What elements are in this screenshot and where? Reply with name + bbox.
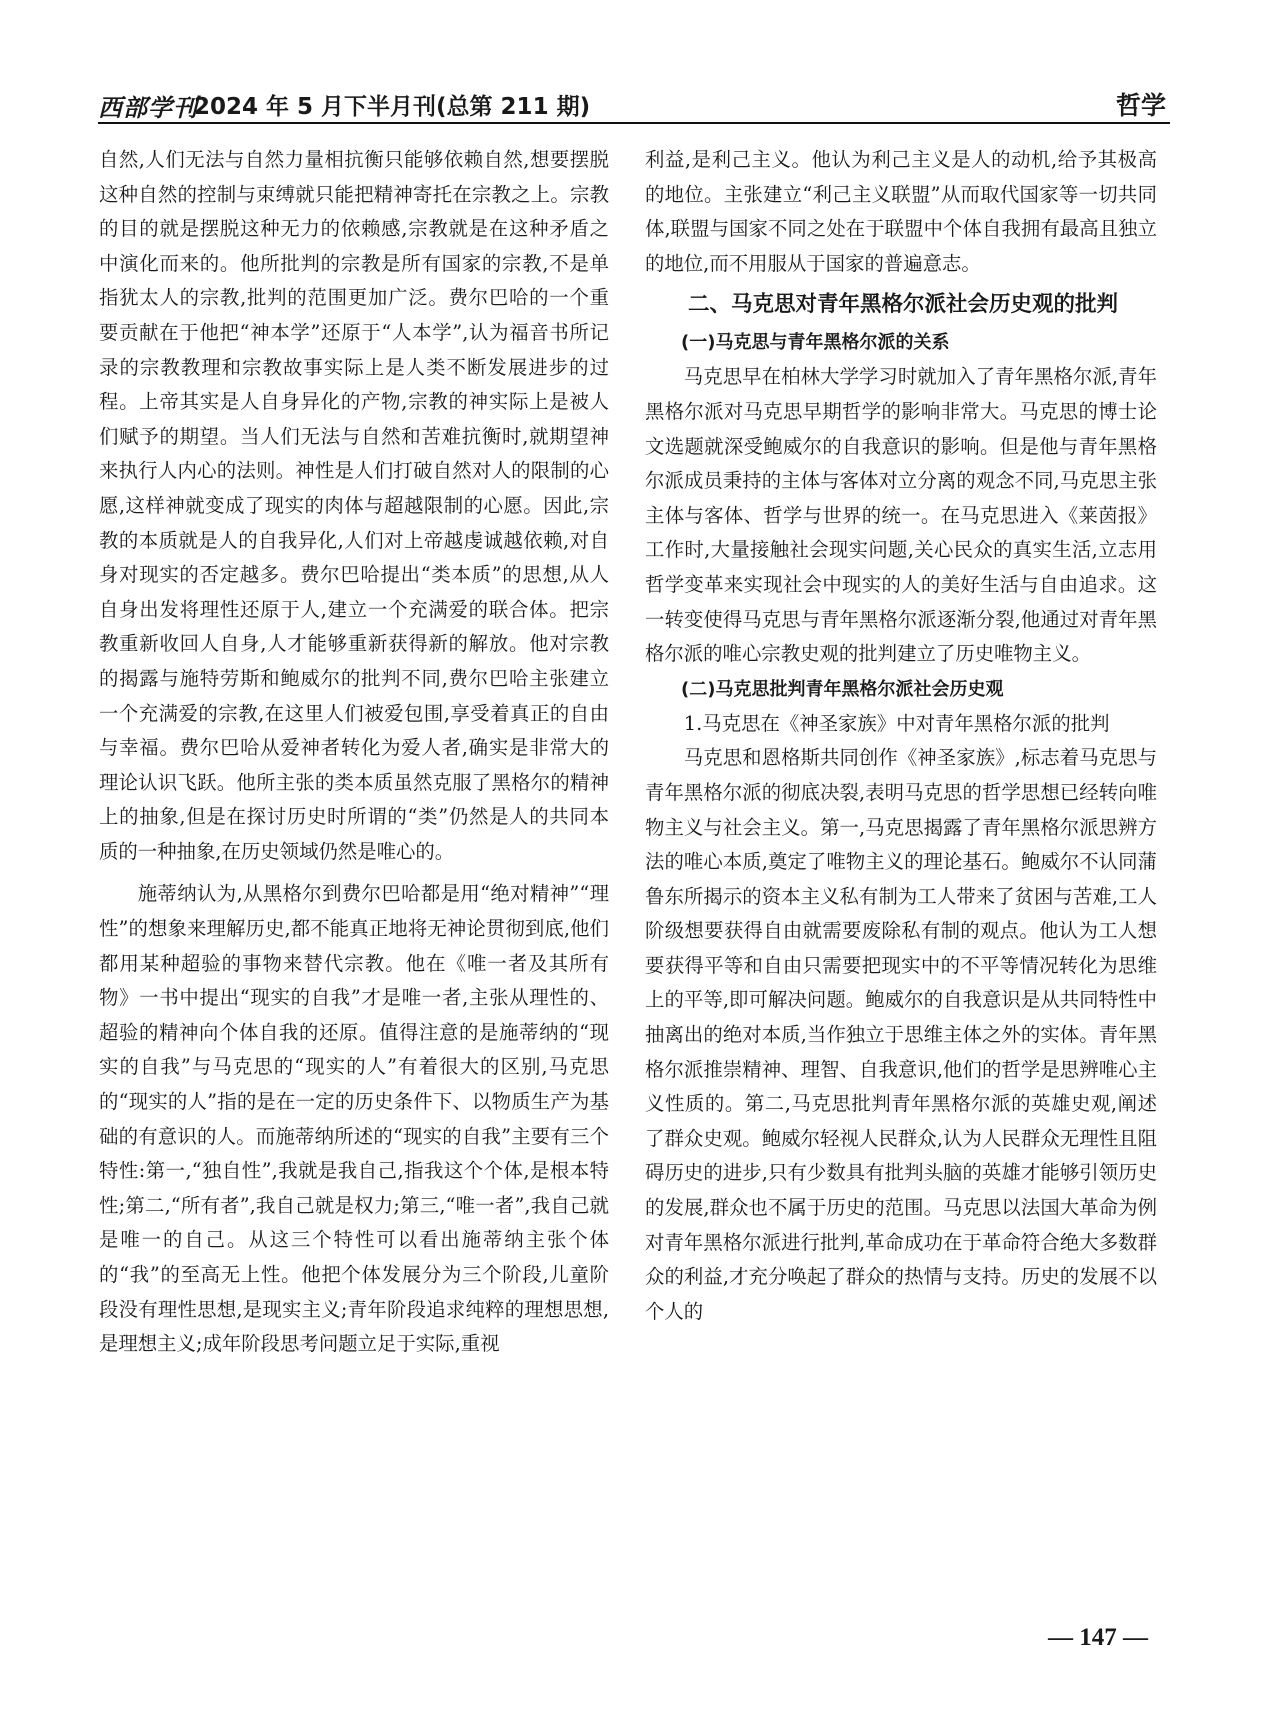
header-rule <box>98 122 1170 124</box>
issue-info: 2024 年 5 月下半月刊(总第 211 期) <box>194 94 591 120</box>
right-column <box>645 143 1157 1329</box>
page-header <box>98 84 1170 124</box>
paragraph: 利益,是利己主义。他认为利己主义是人的动机,给予其极高的地位。主张建立“利己主义联盟”从而取代国家等一切共同体,联盟与国家不同之处在于联盟中个体自我拥有最高且独立的地位,而不用服从于国家的普遍意志。 <box>645 148 1157 275</box>
journal-logo: 西部学刊 <box>98 93 198 122</box>
paragraph: 马克思和恩格斯共同创作《神圣家族》,标志着马克思与青年黑格尔派的彻底决裂,表明马克思的哲学思想已经转向唯物主义与社会主义。第一,马克思揭露了青年黑格尔派思辨方法的唯心本质,奠定了唯物主义的理论基石。鲍威尔不认同蒲鲁东所揭示的资本主义私有制为工人带来了贫困与苦难,工人阶级想要获得自由就需要废除私有制的观点。他认为工人想要获得平等和自由只需要把现实中的不平等情况转化为思维上的平等,即可解决问题。鲍威尔的自我意识是从共同特性中抽离出的绝对本质,当作独立于思维主体之外的实体。青年黑格尔派推崇精神、理智、自我意识,他们的哲学是思辨唯心主义性质的。第二,马克思批判青年黑格尔派的英雄史观,阐述了群众史观。鲍威尔轻视人民群众,认为人民群众无理性且阻碍历史的进步,只有少数具有批判头脑的英雄才能够引领历史的发展,群众也不属于历史的范围。马克思以法国大革命为例对青年黑格尔派进行批判,革命成功在于革命符合绝大多数群众的利益,才充分唤起了群众的热情与支持。历史的发展不以个人的 <box>645 746 1157 1323</box>
page-number: — 147 — <box>1048 1624 1148 1651</box>
sub-subheading: 1.马克思在《神圣家族》中对青年黑格尔派的批判 <box>683 711 1110 735</box>
subsection-heading: (二)马克思批判青年黑格尔派社会历史观 <box>681 678 1004 700</box>
subsection-heading: (一)马克思与青年黑格尔派的关系 <box>681 332 950 354</box>
section-heading: 二、马克思对青年黑格尔派社会历史观的批判 <box>688 292 1119 318</box>
paragraph: 自然,人们无法与自然力量相抗衡只能够依赖自然,想要摆脱这种自然的控制与束缚就只能把精神寄托在宗教之上。宗教的目的就是摆脱这种无力的依赖感,宗教就是在这种矛盾之中演化而来的。他所批判的宗教是所有国家的宗教,不是单指犹太人的宗教,批判的范围更加广泛。费尔巴哈的一个重要贡献在于他把“神本学”还原于“人本学”,认为福音书所记录的宗教教理和宗教故事实际上是人类不断发展进步的过程。上帝其实是人自身异化的产物,宗教的神实际上是被人们赋予的期望。当人们无法与自然和苦难抗衡时,就期望神来执行人内心的法则。神性是人们打破自然对人的限制的心愿,这样神就变成了现实的肉体与超越限制的心愿。因此,宗教的本质就是人的自我异化,人们对上帝越虔诚越依赖,对自身对现实的否定越多。费尔巴哈提出“类本质”的思想,从人自身出发将理性还原于人,建立一个充满爱的联合体。把宗教重新收回人自身,人才能够重新获得新的解放。他对宗教的揭露与施特劳斯和鲍威尔的批判不同,费尔巴哈主张建立一个充满爱的宗教,在这里人们被爱包围,享受着真正的自由与幸福。费尔巴哈从爱神者转化为爱人者,确实是非常大的理论认识飞跃。他所主张的类本质虽然克服了黑格尔的精神上的抽象,但是在探讨历史时所谓的“类”仍然是人的共同本质的一种抽象,在历史领域仍然是唯心的。 <box>99 148 609 863</box>
paragraph: 马克思早在柏林大学学习时就加入了青年黑格尔派,青年黑格尔派对马克思早期哲学的影响非常大。马克思的博士论文选题就深受鲍威尔的自我意识的影响。但是他与青年黑格尔派成员秉持的主体与客体对立分离的观念不同,马克思主张主体与客体、哲学与世界的统一。在马克思进入《莱茵报》工作时,大量接触社会现实问题,关心民众的真实生活,立志用哲学变革来实现社会中现实的人的美好生活与自由追求。这一转变使得马克思与青年黑格尔派逐渐分裂,他通过对青年黑格尔派的唯心宗教史观的批判建立了历史唯物主义。 <box>645 365 1157 666</box>
section-label: 哲学 <box>1115 91 1166 120</box>
left-column <box>99 143 609 1362</box>
paragraph: 施蒂纳认为,从黑格尔到费尔巴哈都是用“绝对精神”“理性”的想象来理解历史,都不能真正地将无神论贯彻到底,他们都用某种超验的事物来替代宗教。他在《唯一者及其所有物》一书中提出“现实的自我”才是唯一者,主张从理性的、超验的精神向个体自我的还原。值得注意的是施蒂纳的“现实的自我”与马克思的“现实的人”有着很大的区别,马克思的“现实的人”指的是在一定的历史条件下、以物质生产为基础的有意识的人。而施蒂纳所述的“现实的自我”主要有三个特性:第一,“独自性”,我就是我自己,指我这个个体,是根本特性;第二,“所有者”,我自己就是权力;第三,“唯一者”,我自己就是唯一的自己。从这三个特性可以看出施蒂纳主张个体的“我”的至高无上性。他把个体发展分为三个阶段,儿童阶段没有理性思想,是现实主义;青年阶段追求纯粹的理想思想,是理想主义;成年阶段思考问题立足于实际,重视 <box>99 882 609 1356</box>
